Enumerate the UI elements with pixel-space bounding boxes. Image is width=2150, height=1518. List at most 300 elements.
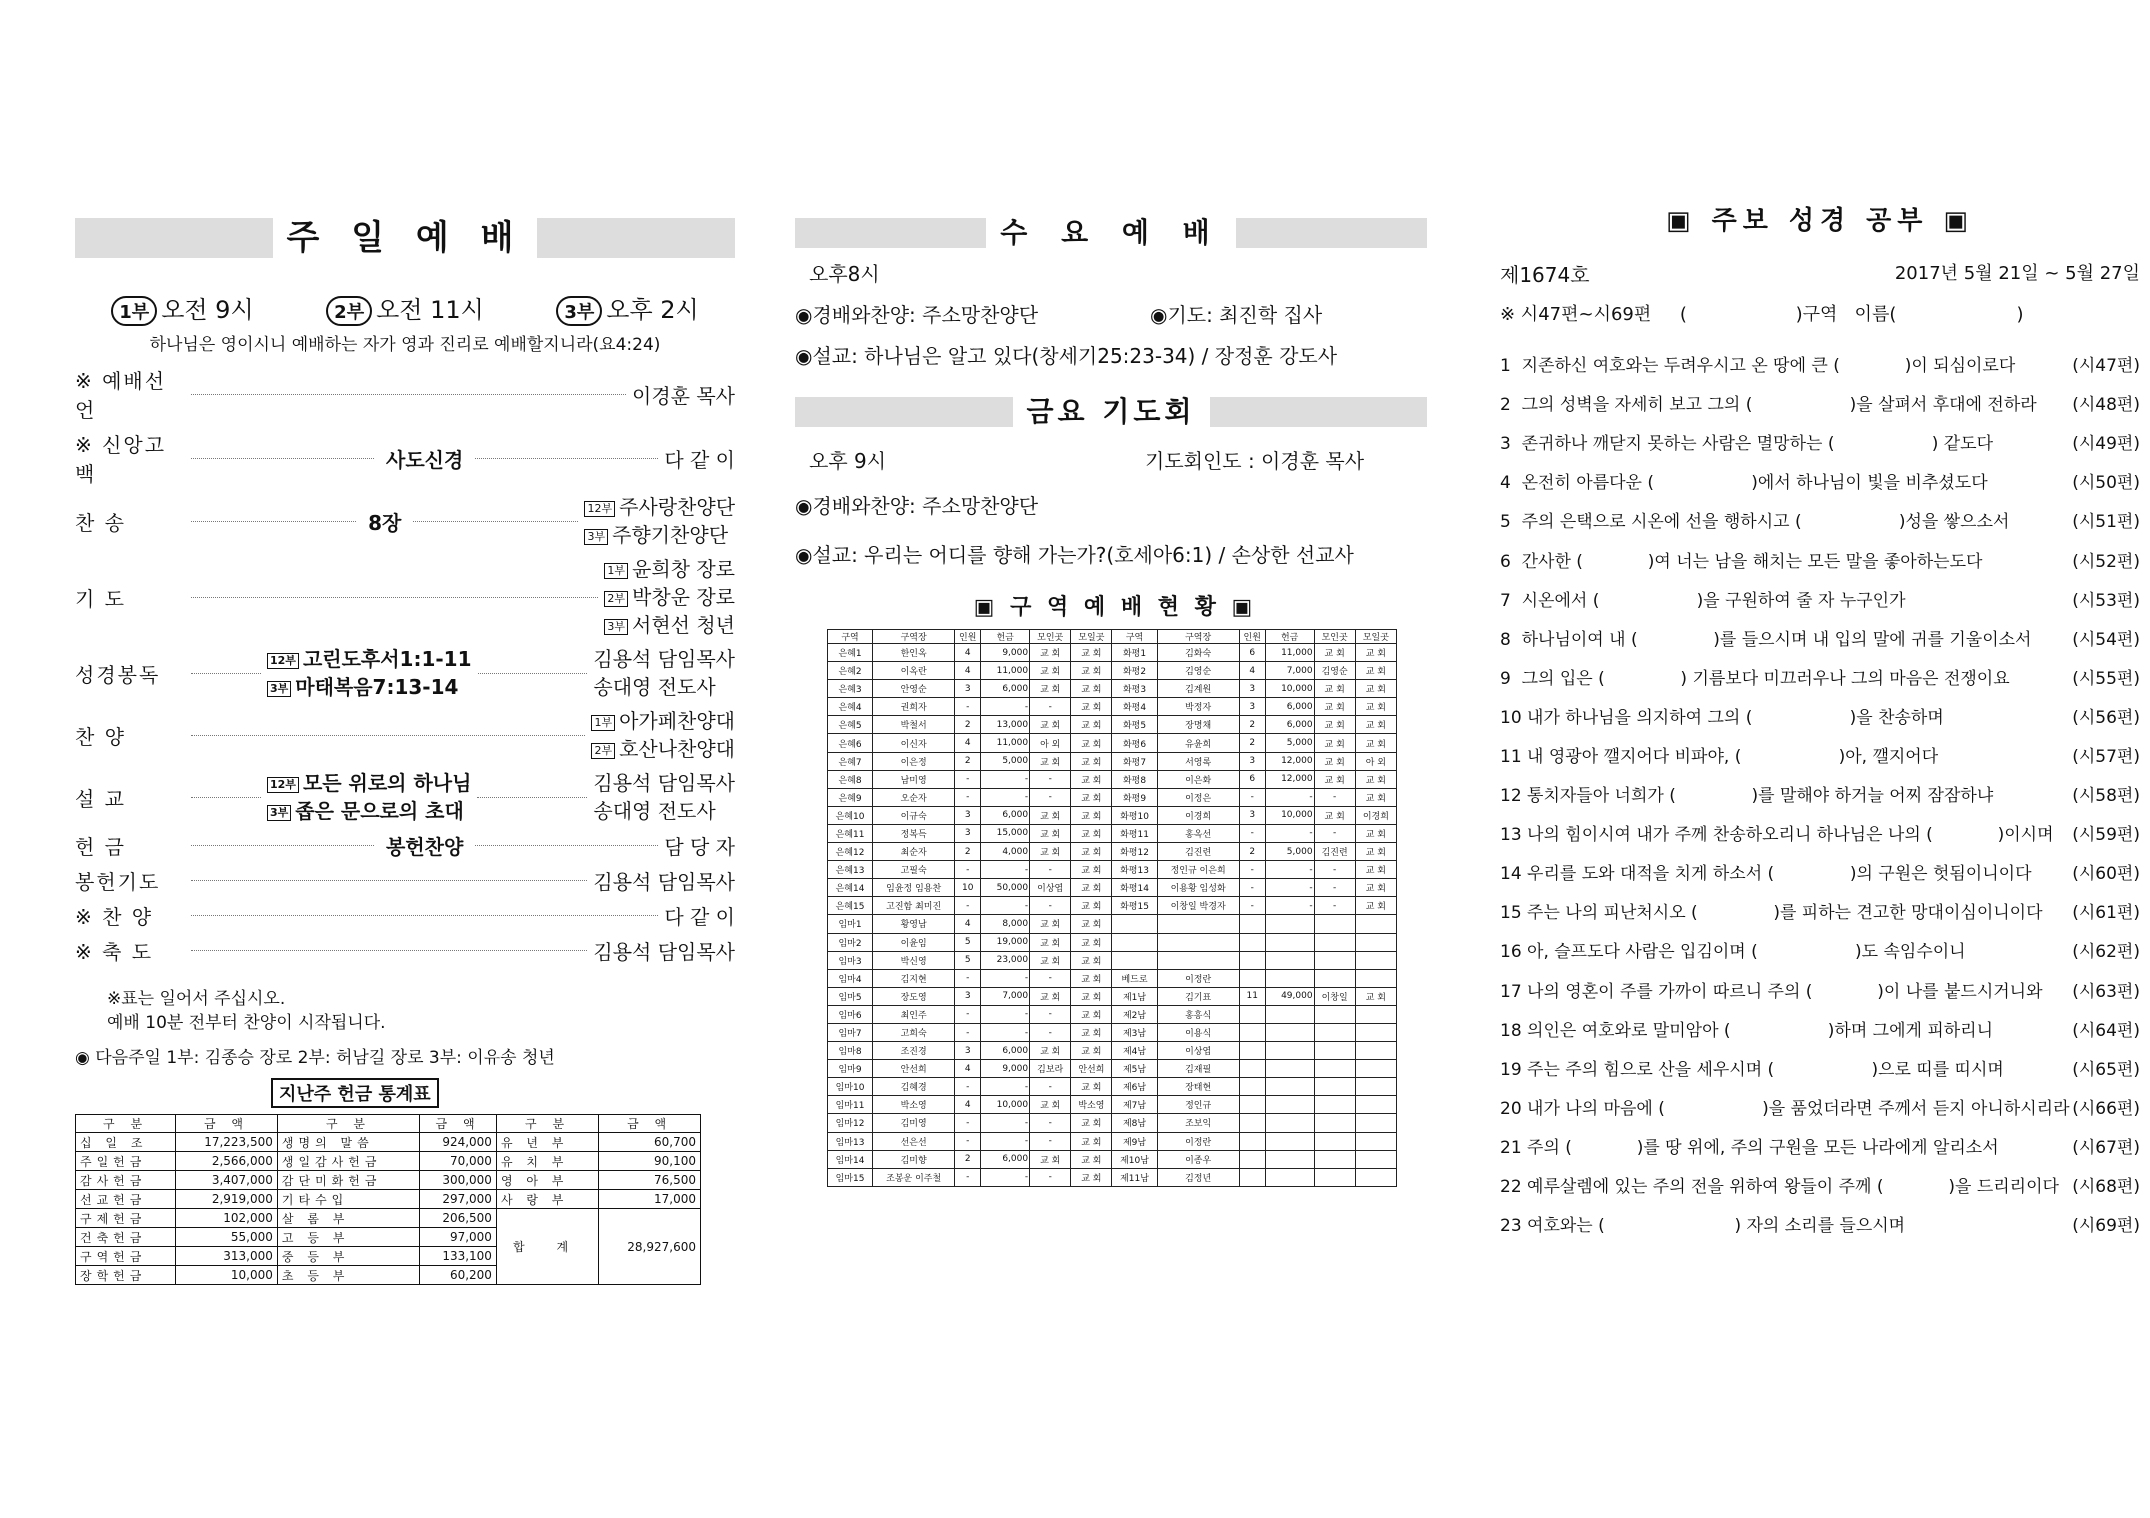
table-row [76,1152,701,1171]
table-cell [1265,1005,1314,1023]
question-ref: (시54편) [2072,629,2140,650]
offering-stats-table [75,1114,701,1285]
table-cell: 3 [1239,698,1265,716]
table-cell: 6,000 [981,806,1030,824]
table-cell: 장학헌금 [76,1266,176,1285]
table-cell: 임마15 [828,1168,873,1186]
table-cell: 이옥란 [873,662,955,680]
table-cell [1314,1078,1355,1096]
table-cell: 최순자 [873,843,955,861]
table-cell: 화평9 [1112,788,1157,806]
table-cell [1314,1023,1355,1041]
table-cell: 제4남 [1112,1042,1157,1060]
wednesday-title: 수 요 예 배 [986,218,1235,248]
friday-praise: ◉경배와찬양: 주소망찬양단 [795,494,1039,518]
table-cell: 60,200 [420,1266,497,1285]
table-cell: 유윤희 [1157,734,1239,752]
order-label: ※ 신앙고백 [75,433,167,486]
table-cell: 교 회 [1030,1096,1071,1114]
table-cell: 교 회 [1355,734,1396,752]
table-cell: 6,000 [981,1150,1030,1168]
table-cell: 4 [955,915,981,933]
table-cell: - [1314,788,1355,806]
table-cell: 교 회 [1314,680,1355,698]
table-cell [1239,1023,1265,1041]
table-cell: 17,223,500 [176,1133,278,1152]
col-header: 구 분 [496,1115,598,1133]
table-row [828,1005,1397,1023]
table-cell [1265,1023,1314,1041]
question-text: 20 내가 나의 마음에 ( )을 품었더라면 주께서 듣지 아니하시리라 [1500,1098,2070,1119]
part-badge: 1부 [111,296,157,326]
wednesday-prayer: ◉기도: 최진학 집사 [1150,303,1323,327]
table-cell: 9,000 [981,644,1030,662]
table-cell: 은혜2 [828,662,873,680]
table-cell: 교 회 [1314,698,1355,716]
col-header: 금 액 [599,1115,701,1133]
col-header: 헌금 [981,630,1030,644]
table-cell: 조봉운 이주철 [873,1168,955,1186]
table-cell: 은혜10 [828,806,873,824]
table-cell [1355,1114,1396,1132]
table-cell: 교 회 [1030,716,1071,734]
study-title: ▣ 주보 성경 공부 ▣ [1665,206,1975,236]
table-cell: 교 회 [1071,1132,1112,1150]
table-cell: 4 [955,734,981,752]
table-cell: - [955,1023,981,1041]
part-tag: 3부 [267,681,291,697]
table-cell: 4 [1239,662,1265,680]
col-header: 구 분 [76,1115,176,1133]
table-cell: - [981,1114,1030,1132]
midweek-section [795,218,1435,1187]
table-cell: 감단미화헌금 [277,1171,419,1190]
table-row [828,951,1397,969]
table-cell: 정복득 [873,824,955,842]
table-cell: 교 회 [1030,915,1071,933]
table-cell [1355,1150,1396,1168]
table-cell: - [955,770,981,788]
order-content: 고린도후서1:1-11 [302,647,472,671]
friday-title-bar [795,397,1427,427]
question-text: 16 아, 슬프도다 사람은 입김이며 ( )도 속임수이니 [1500,942,1966,963]
order-leader: 이경훈 목사 [632,383,735,408]
table-cell [1265,1114,1314,1132]
table-cell: 2,919,000 [176,1190,278,1209]
wednesday-time: 오후8시 [809,262,880,286]
order-label: 성경봉독 [75,662,161,687]
table-cell: 선은선 [873,1132,955,1150]
table-cell: 97,000 [420,1228,497,1247]
table-cell: 안선희 [1071,1060,1112,1078]
table-cell: - [955,698,981,716]
table-cell: 이은화 [1157,770,1239,788]
table-cell: 297,000 [420,1190,497,1209]
table-cell: - [1030,698,1071,716]
table-cell: 2 [1239,843,1265,861]
table-cell: 교 회 [1355,824,1396,842]
table-cell: 교 회 [1071,843,1112,861]
table-cell: - [981,861,1030,879]
question-item [1500,383,2140,422]
question-text: 18 의인은 여호와로 말미암아 ( )하며 그에게 피하리니 [1500,1020,1994,1041]
table-cell: 5,000 [1265,843,1314,861]
table-cell: - [955,1078,981,1096]
table-cell: - [1030,1168,1071,1186]
table-cell: 206,500 [420,1209,497,1228]
table-cell [1314,933,1355,951]
table-cell: 은혜7 [828,752,873,770]
table-row [828,644,1397,662]
table-cell: 이용황 임성화 [1157,879,1239,897]
table-cell: 4,000 [981,843,1030,861]
table-cell: 살 롬 부 [277,1209,419,1228]
question-item [1500,774,2140,813]
table-cell [1239,1096,1265,1114]
table-cell: 조보익 [1157,1114,1239,1132]
col-header: 구역장 [1157,630,1239,644]
col-header: 금 액 [176,1115,278,1133]
table-cell: 이경희 [1355,806,1396,824]
order-label: 기 도 [75,586,126,611]
issue-number: 제1674호 [1500,263,1590,287]
part-tag: 12부 [267,653,299,669]
table-cell: 제5남 [1112,1060,1157,1078]
table-cell: 은혜12 [828,843,873,861]
question-ref: (시66편) [2072,1098,2140,1119]
table-cell: 교 회 [1314,734,1355,752]
table-row [76,1133,701,1152]
order-label: 찬 양 [75,724,126,749]
question-ref: (시53편) [2072,590,2140,611]
service-time-text: 오전 9시 [161,296,254,324]
question-item [1500,735,2140,774]
question-text: 2 그의 성벽을 자세히 보고 그의 ( )을 살펴서 후대에 전하라 [1500,395,2037,416]
table-cell: - [1314,861,1355,879]
table-cell: 은혜8 [828,770,873,788]
table-cell: 임마8 [828,1042,873,1060]
table-cell: 10,000 [176,1266,278,1285]
table-cell: 김미영 [873,1114,955,1132]
table-cell [1314,1168,1355,1186]
table-cell: - [1239,861,1265,879]
table-cell: 교 회 [1355,698,1396,716]
service-time-text: 오전 11시 [376,296,484,324]
table-cell: 고진함 최미진 [873,897,955,915]
note-line: ※표는 일어서 주십시오. [107,989,286,1009]
table-cell: 화평10 [1112,806,1157,824]
table-cell: 임마12 [828,1114,873,1132]
table-cell [1355,1005,1396,1023]
table-cell: 은혜5 [828,716,873,734]
table-cell: 10,000 [981,1096,1030,1114]
table-cell: 3 [955,824,981,842]
table-cell: 장도영 [873,987,955,1005]
question-ref: (시50편) [2072,473,2140,494]
table-cell: 6,000 [981,680,1030,698]
order-closing-hymn [75,901,735,930]
table-cell [1265,933,1314,951]
table-cell [1157,933,1239,951]
table-cell: 17,000 [599,1190,701,1209]
table-cell: 교 회 [1030,1150,1071,1168]
table-cell: 김기표 [1157,987,1239,1005]
table-cell [1355,915,1396,933]
table-cell: 11,000 [981,662,1030,680]
order-content: 마태복음7:13-14 [295,675,459,699]
table-cell [1314,1132,1355,1150]
table-cell: 화평4 [1112,698,1157,716]
question-item [1500,500,2140,539]
table-cell: 제1남 [1112,987,1157,1005]
table-cell: 3 [955,1042,981,1060]
table-row [828,698,1397,716]
sunday-title: 주 일 예 배 [273,218,538,258]
table-cell: 박신영 [873,951,955,969]
question-item [1500,618,2140,657]
question-item [1500,852,2140,891]
table-cell [1265,969,1314,987]
table-cell [1239,951,1265,969]
table-cell: 교 회 [1071,698,1112,716]
question-item [1500,1126,2140,1165]
table-cell: 교 회 [1071,1114,1112,1132]
table-cell: 교 회 [1314,806,1355,824]
order-contents [267,769,471,825]
total-label-cell: 합 계 [496,1209,598,1285]
table-cell [1239,1060,1265,1078]
table-cell [1314,951,1355,969]
table-cell: 11,000 [1265,644,1314,662]
table-cell: 김화숙 [1157,644,1239,662]
table-cell: 화평2 [1112,662,1157,680]
table-cell: 교 회 [1355,770,1396,788]
table-cell: - [1314,879,1355,897]
table-cell: 10,000 [1265,680,1314,698]
table-row [828,788,1397,806]
table-cell: 제2남 [1112,1005,1157,1023]
table-cell: 3 [1239,680,1265,698]
part-tag: 3부 [267,805,291,821]
table-cell: 교 회 [1071,680,1112,698]
table-cell: - [1030,969,1071,987]
table-cell: 교 회 [1071,915,1112,933]
table-cell: 교 회 [1071,644,1112,662]
order-label: ※ 찬 양 [75,905,154,929]
table-cell: 이정란 [1157,969,1239,987]
table-cell: 교 회 [1071,969,1112,987]
order-leaders [604,555,735,639]
table-cell [1355,1060,1396,1078]
part-badge: 2부 [326,296,372,326]
table-cell: 교 회 [1314,644,1355,662]
table-cell: 김보라 [1030,1060,1071,1078]
question-text: 21 주의 ( )를 땅 위에, 주의 구원을 모든 나라에게 알리소서 [1500,1137,1999,1158]
col-header: 구역 [828,630,873,644]
question-ref: (시69편) [2072,1216,2140,1237]
question-text: 7 시온에서 ( )을 구원하여 줄 자 누구인가 [1500,590,1906,611]
order-leader: 다 같 이 [664,905,735,929]
table-cell: 임마5 [828,987,873,1005]
table-cell: 정인규 [1157,1096,1239,1114]
table-cell: 교 회 [1030,752,1071,770]
table-cell: - [955,788,981,806]
table-cell: 임마2 [828,933,873,951]
order-content: 봉헌찬양 [386,835,464,859]
order-leaders [593,769,735,825]
table-cell: - [1030,897,1071,915]
question-text: 17 나의 영혼이 주를 가까이 따르니 주의 ( )이 나를 붙드시거니와 [1500,981,2043,1002]
order-leader: 송대영 전도사 [593,799,716,823]
table-cell: - [1265,879,1314,897]
order-leader: 송대영 전도사 [593,675,716,699]
table-cell: 생명의 말씀 [277,1133,419,1152]
order-label: 설 교 [75,786,126,811]
table-cell: - [1265,824,1314,842]
table-row [828,716,1397,734]
table-row [828,987,1397,1005]
question-text: 3 존귀하나 깨닫지 못하는 사람은 멸망하는 ( ) 같도다 [1500,434,1994,455]
district-title: ▣ 구 역 예 배 현 황 ▣ [973,595,1257,620]
table-cell: 5,000 [1265,734,1314,752]
table-cell: 홍흥식 [1157,1005,1239,1023]
table-cell: 교 회 [1071,1005,1112,1023]
order-creed [75,429,735,487]
table-cell [1239,1132,1265,1150]
question-text: 9 그의 입은 ( ) 기름보다 미끄러우나 그의 마음은 전쟁이요 [1500,668,2010,689]
part-tag: 2부 [604,591,628,607]
question-ref: (시58편) [2072,786,2140,807]
order-leader: 박창운 장로 [632,585,735,609]
order-offering-prayer [75,866,735,895]
table-cell: 십 일 조 [76,1133,176,1152]
table-cell: 교 회 [1071,662,1112,680]
table-cell: 교 회 [1071,734,1112,752]
order-leader: 주사랑찬양단 [619,495,736,519]
table-cell: 한인옥 [873,644,955,662]
table-cell: - [1265,897,1314,915]
table-cell: 교 회 [1355,861,1396,879]
table-cell: 교 회 [1030,662,1071,680]
question-ref: (시65편) [2072,1059,2140,1080]
offering-stats-title: 지난주 헌금 통계표 [271,1078,439,1108]
table-cell: 102,000 [176,1209,278,1228]
question-item [1500,1087,2140,1126]
table-cell: 제11남 [1112,1168,1157,1186]
table-cell: 11 [1239,987,1265,1005]
table-cell [1112,951,1157,969]
table-cell [1355,1096,1396,1114]
table-cell: 임마4 [828,969,873,987]
table-cell: - [1030,1023,1071,1041]
order-reading [75,645,735,701]
table-cell: - [1030,861,1071,879]
question-item [1500,970,2140,1009]
table-cell: 장태현 [1157,1078,1239,1096]
table-cell: 4 [955,1096,981,1114]
table-cell: - [981,1023,1030,1041]
table-cell: 교 회 [1355,788,1396,806]
table-cell [1239,1168,1265,1186]
table-cell: - [981,1132,1030,1150]
table-cell: - [1030,770,1071,788]
table-cell: 화평5 [1112,716,1157,734]
table-cell: 화평7 [1112,752,1157,770]
table-row [828,879,1397,897]
table-cell: 은혜11 [828,824,873,842]
question-text: 4 온전히 아름다운 ( )에서 하나님이 빛을 비추셨도다 [1500,473,1988,494]
table-cell [1265,1132,1314,1150]
part-tag: 12부 [267,777,299,793]
question-ref: (시57편) [2072,746,2140,767]
table-row [828,662,1397,680]
col-header: 인원 [955,630,981,644]
table-cell: 2 [1239,734,1265,752]
table-cell: 조진경 [873,1042,955,1060]
order-leader: 아가페찬양대 [619,709,735,733]
col-header: 금 액 [420,1115,497,1133]
order-leaders [591,707,735,763]
table-cell: 제10남 [1112,1150,1157,1168]
table-cell: 6 [1239,644,1265,662]
table-cell: 11,000 [981,734,1030,752]
table-cell: 2 [955,752,981,770]
table-cell: 교 회 [1071,770,1112,788]
table-cell: 이상엽 [1157,1042,1239,1060]
table-cell: 4 [955,662,981,680]
col-header: 모일곳 [1071,630,1112,644]
order-leader: 윤희창 장로 [632,557,735,581]
table-cell: 5,000 [981,752,1030,770]
table-row [828,843,1397,861]
order-content: 좁은 문으로의 초대 [295,799,464,823]
table-cell: 교 회 [1030,933,1071,951]
question-item [1500,461,2140,500]
question-text: 1 지존하신 여호와는 두려우시고 온 땅에 큰 ( )이 되심이로다 [1500,356,2016,377]
table-cell: 안선희 [873,1060,955,1078]
question-ref: (시67편) [2072,1137,2140,1158]
table-cell: 60,700 [599,1133,701,1152]
table-cell: 23,000 [981,951,1030,969]
order-prayer [75,555,735,639]
service-time-2 [326,290,484,326]
table-cell: 2,566,000 [176,1152,278,1171]
table-row [76,1190,701,1209]
table-cell: 교 회 [1071,824,1112,842]
table-cell: 교 회 [1071,806,1112,824]
table-cell: 감사헌금 [76,1171,176,1190]
table-cell: 4 [955,644,981,662]
order-call [75,365,735,423]
table-cell: 교 회 [1071,1078,1112,1096]
table-cell: 133,100 [420,1247,497,1266]
question-item [1500,891,2140,930]
table-cell: 2 [955,716,981,734]
table-cell: 제3남 [1112,1023,1157,1041]
table-cell: - [1314,897,1355,915]
table-row [828,915,1397,933]
question-item [1500,1165,2140,1204]
table-cell: 제8남 [1112,1114,1157,1132]
table-cell: 김진련 [1314,843,1355,861]
wednesday-title-bar [795,218,1427,248]
table-cell [1265,1150,1314,1168]
table-cell: 제6남 [1112,1078,1157,1096]
table-cell: 임윤정 임용찬 [873,879,955,897]
table-cell: 생일감사헌금 [277,1152,419,1171]
service-time-3 [556,290,698,326]
question-ref: (시62편) [2072,942,2140,963]
